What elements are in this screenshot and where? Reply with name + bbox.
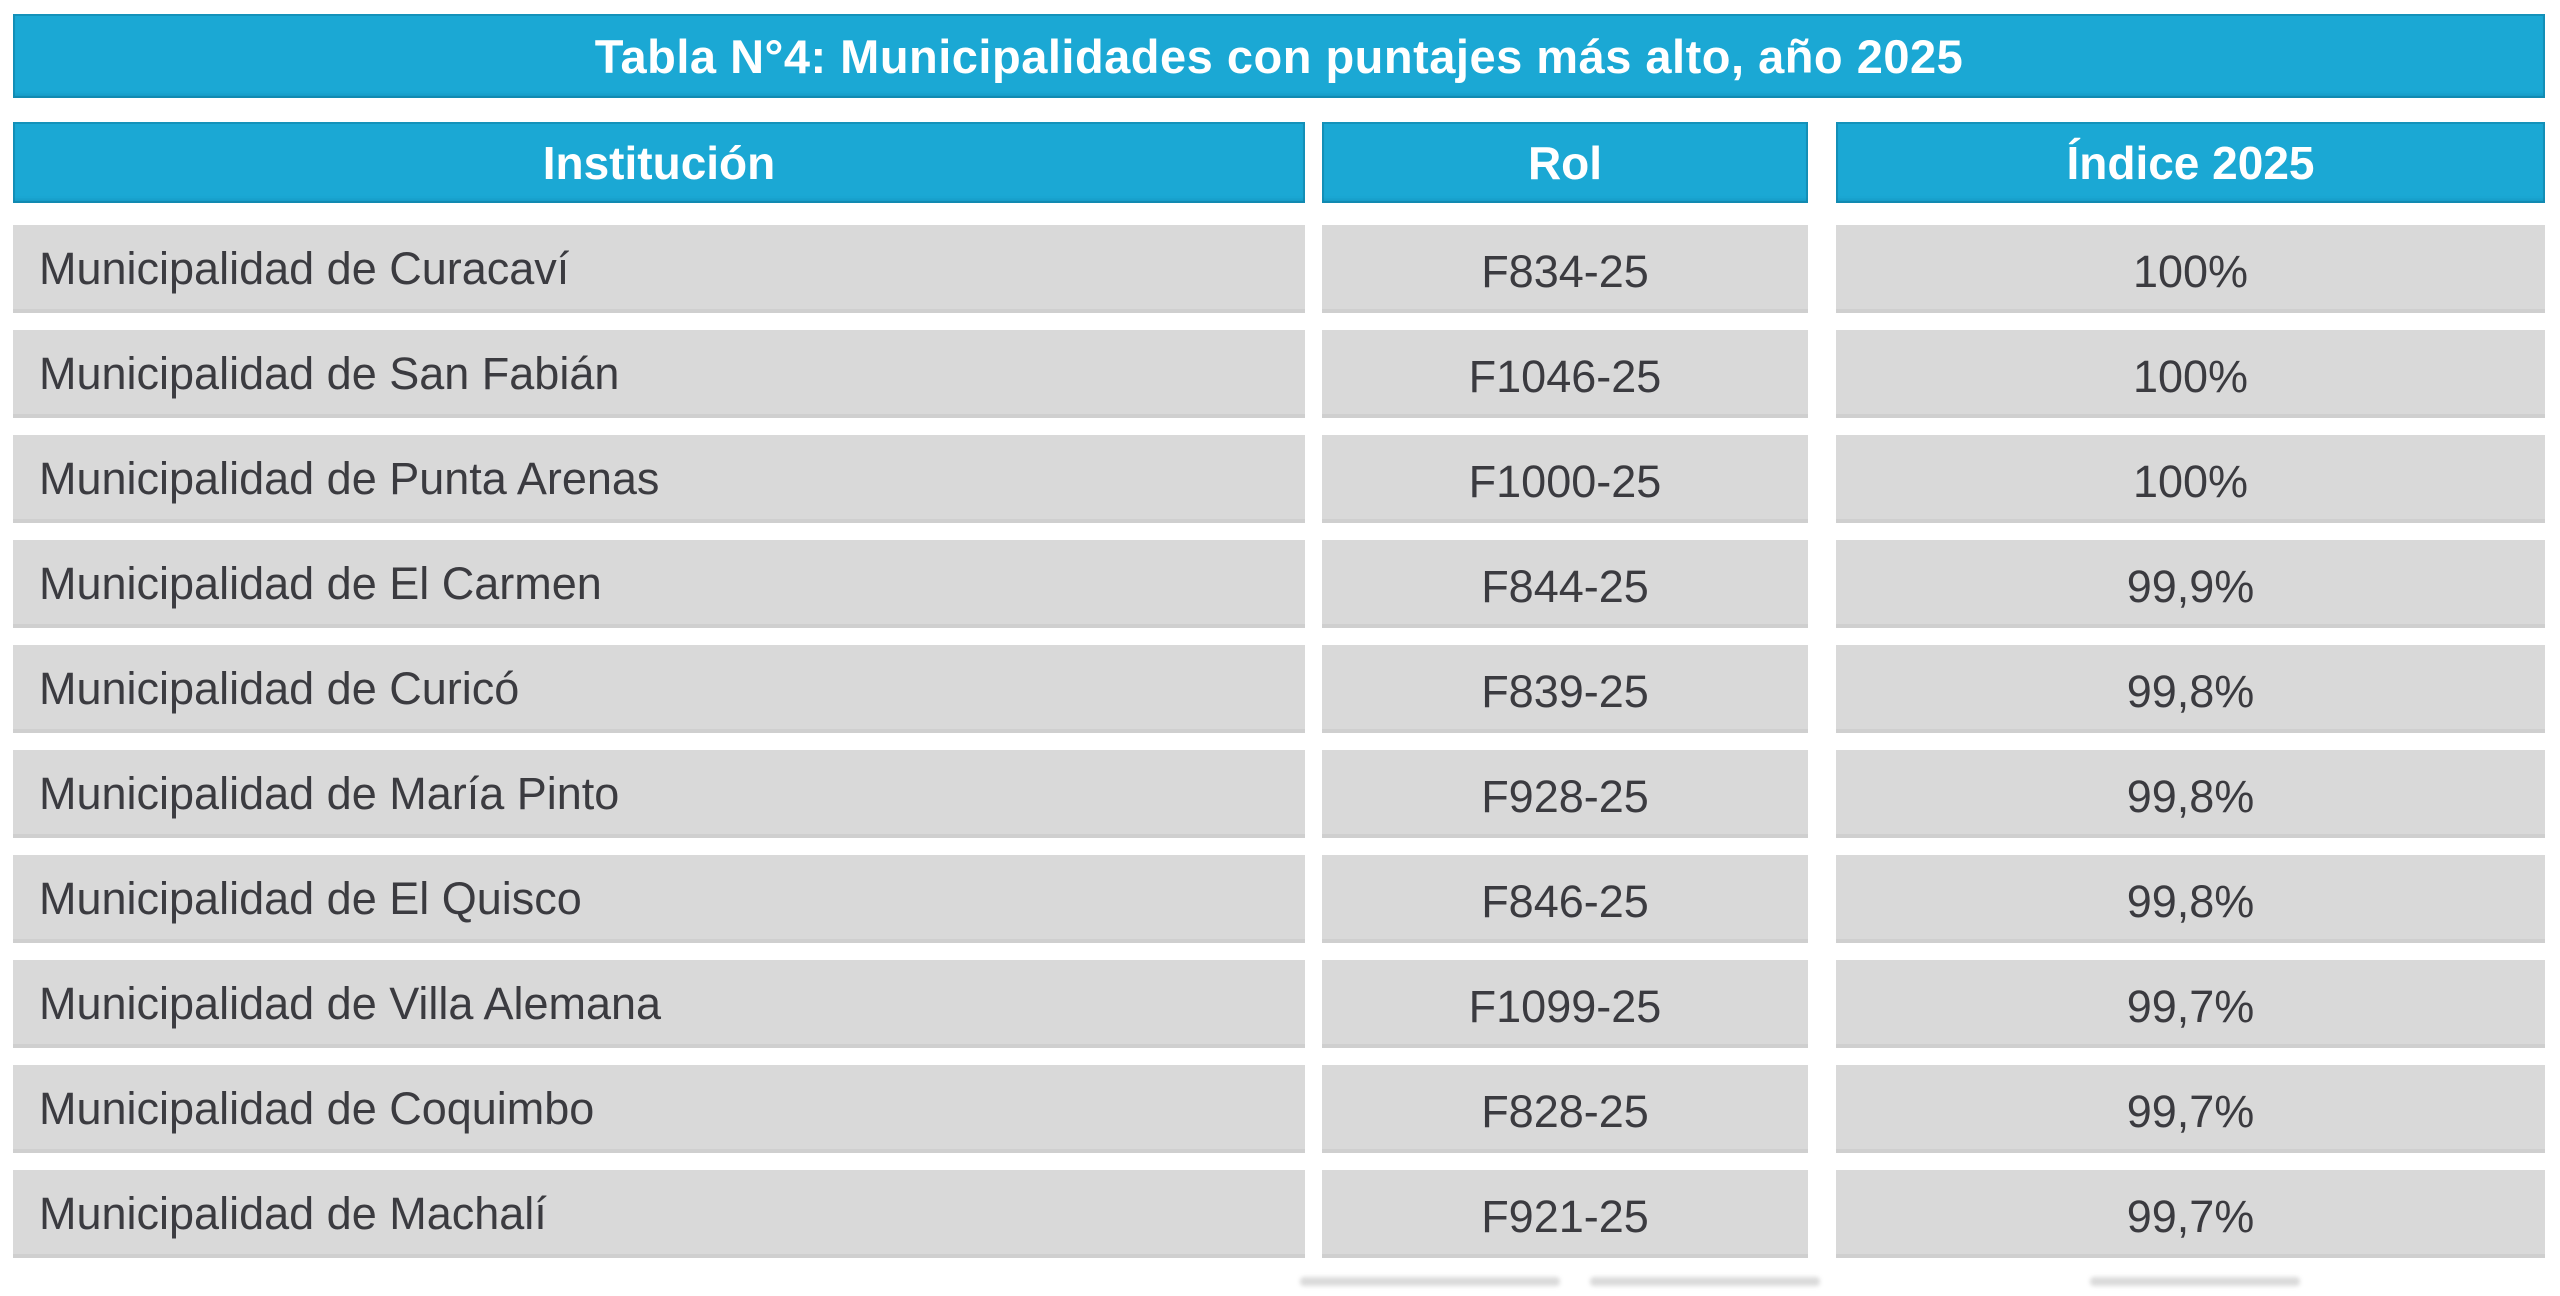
- table-title-bar: [13, 14, 2545, 98]
- column-header-institucion: Institución: [13, 122, 1305, 203]
- table-row: [13, 960, 2545, 1048]
- table-row: [13, 1065, 2545, 1153]
- indice-cell: 100%: [1836, 225, 2545, 313]
- page-title: Tabla N°4: Municipalidades con puntajes más alto, año 2025: [594, 29, 1964, 83]
- institution-cell: Municipalidad de Machalí: [13, 1170, 1305, 1258]
- rol-cell: F844-25: [1322, 540, 1808, 628]
- rol-cell: F1046-25: [1322, 330, 1808, 418]
- indice-cell: 100%: [1836, 330, 2545, 418]
- column-header-indice-2025: Índice 2025: [1836, 122, 2545, 203]
- table-row: [13, 330, 2545, 418]
- cutoff-row-artifact: [1590, 1277, 1820, 1286]
- rol-cell: F834-25: [1322, 225, 1808, 313]
- indice-cell: 99,7%: [1836, 1170, 2545, 1258]
- cutoff-row-artifact: [2090, 1277, 2300, 1286]
- table-row: [13, 855, 2545, 943]
- table-row: [13, 540, 2545, 628]
- institution-cell: Municipalidad de Coquimbo: [13, 1065, 1305, 1153]
- rol-cell: F921-25: [1322, 1170, 1808, 1258]
- table-row: [13, 435, 2545, 523]
- indice-cell: 99,7%: [1836, 960, 2545, 1048]
- institution-cell: Municipalidad de San Fabián: [13, 330, 1305, 418]
- rol-cell: F846-25: [1322, 855, 1808, 943]
- rol-cell: F828-25: [1322, 1065, 1808, 1153]
- rol-cell: F928-25: [1322, 750, 1808, 838]
- column-header-rol: Rol: [1322, 122, 1808, 203]
- institution-cell: Municipalidad de Villa Alemana: [13, 960, 1305, 1048]
- institution-cell: Municipalidad de Curacaví: [13, 225, 1305, 313]
- rol-cell: F839-25: [1322, 645, 1808, 733]
- institution-cell: Municipalidad de Punta Arenas: [13, 435, 1305, 523]
- institution-cell: Municipalidad de María Pinto: [13, 750, 1305, 838]
- institution-cell: Municipalidad de El Quisco: [13, 855, 1305, 943]
- cutoff-row-artifact: [1300, 1277, 1560, 1286]
- table-header-row: [13, 122, 2545, 203]
- indice-cell: 99,8%: [1836, 645, 2545, 733]
- indice-cell: 100%: [1836, 435, 2545, 523]
- table-row: [13, 1170, 2545, 1258]
- table-body: [13, 225, 2545, 1258]
- indice-cell: 99,7%: [1836, 1065, 2545, 1153]
- indice-cell: 99,8%: [1836, 855, 2545, 943]
- rol-cell: F1000-25: [1322, 435, 1808, 523]
- table-row: [13, 645, 2545, 733]
- indice-cell: 99,8%: [1836, 750, 2545, 838]
- rol-cell: F1099-25: [1322, 960, 1808, 1048]
- institution-cell: Municipalidad de Curicó: [13, 645, 1305, 733]
- table-row: [13, 225, 2545, 313]
- institution-cell: Municipalidad de El Carmen: [13, 540, 1305, 628]
- table-row: [13, 750, 2545, 838]
- data-table: [13, 14, 2545, 1258]
- indice-cell: 99,9%: [1836, 540, 2545, 628]
